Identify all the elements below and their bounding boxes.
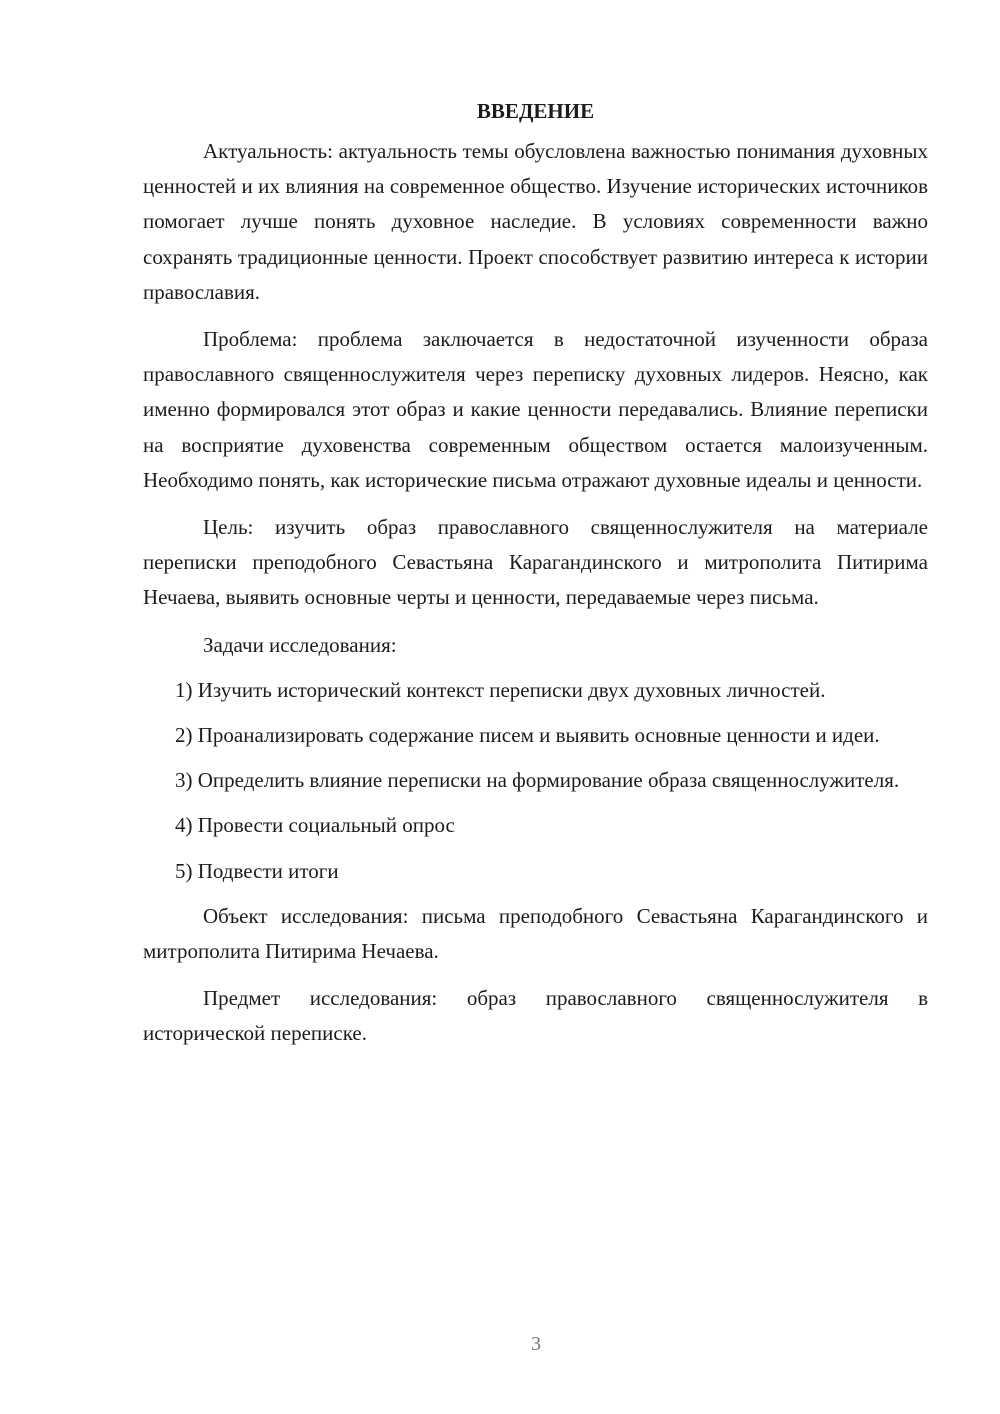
list-item-task-5: 5) Подвести итоги — [175, 858, 339, 883]
list-item-task-4: 4) Провести социальный опрос — [175, 813, 455, 838]
paragraph-problem: Проблема: проблема заключается в недостаточной изученности образа православного священнослужителя через переписку духовных лидеров. Неясно, как именно формировался этот образ и какие ценности передавались. Влияние переписки на восприятие духовенства современным обществом остается малоизученным. Необходимо понять, как исторические письма отражают духовные идеалы и ценности. — [143, 327, 928, 492]
page-number: 3 — [531, 1333, 541, 1355]
paragraph-object: Объект исследования: письма преподобного Севастьяна Карагандинского и митрополита Питирима Нечаева. — [143, 903, 928, 964]
list-item-task-2: 2) Проанализировать содержание писем и выявить основные ценности и идеи. — [175, 723, 880, 748]
paragraph-subject: Предмет исследования: образ православного священнослужителя в исторической переписке. — [143, 986, 928, 1046]
list-item-task-1: 1) Изучить исторический контекст переписки двух духовных личностей. — [175, 677, 826, 702]
tasks-title: Задачи исследования: — [203, 632, 397, 657]
page-title: ВВЕДЕНИЕ — [476, 99, 595, 123]
paragraph-goal: Цель: изучить образ православного священнослужителя на материале переписки преподобного Севастьяна Карагандинского и митрополита Питирима Нечаева, выявить основные черты и ценности, передаваемые через письма. — [143, 515, 928, 610]
document-page — [143, 96, 928, 1052]
paragraph-relevance: Актуальность: актуальность темы обусловлена важностью понимания духовных ценностей и их влияния на современное общество. Изучение исторических источников помогает лучше понять духовное наследие. В условиях современности важно сохранять традиционные ценности. Проект способствует развитию интереса к истории православия. — [143, 139, 928, 304]
list-item-task-3: 3) Определить влияние переписки на формирование образа священнослужителя. — [175, 768, 900, 793]
